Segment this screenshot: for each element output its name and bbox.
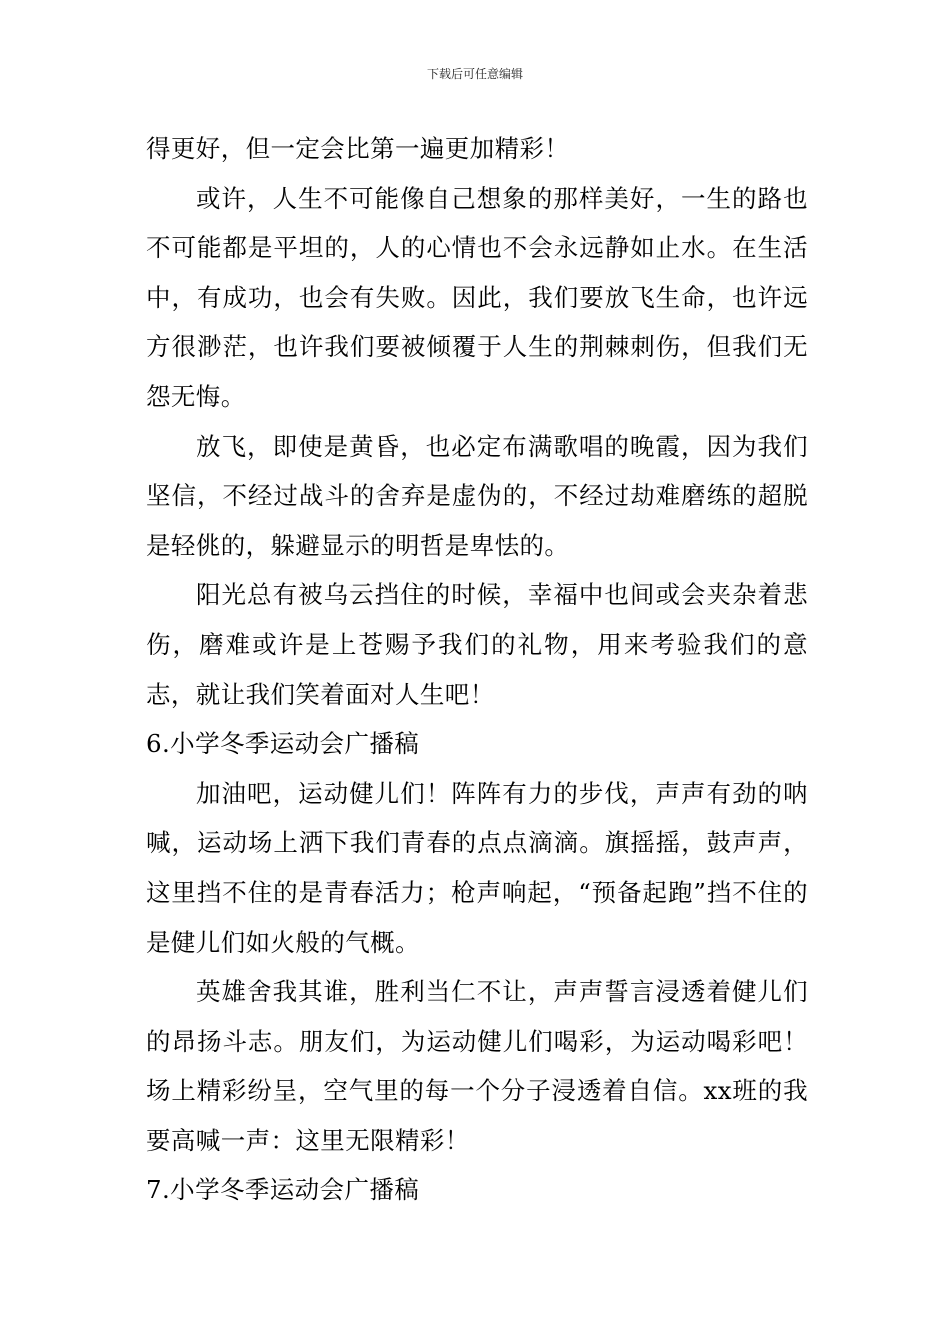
section-heading-6: 6.小学冬季运动会广播稿 <box>146 729 420 759</box>
paragraph-life: 或许，人生不可能像自己想象的那样美好，一生的路也不可能都是平坦的，人的心情也不会永远静如止水。在生活中，有成功，也会有失败。因此，我们要放飞生命，也许远方很渺茫，也许我们要被倾覆于人生的荆棘刺伤，但我们无怨无悔。 <box>146 183 808 411</box>
paragraph-sunshine: 阳光总有被乌云挡住的时候，幸福中也间或会夹杂着悲伤，磨难或许是上苍赐予我们的礼物，用来考验我们的意志，就让我们笑着面对人生吧！ <box>146 580 808 709</box>
page-header: 下载后可任意编辑 <box>426 67 523 81</box>
paragraph-heroes: 英雄舍我其谁，胜利当仁不让，声声誓言浸透着健儿们的昂扬斗志。朋友们，为运动健儿们喝彩，为运动喝彩吧！场上精彩纷呈，空气里的每一个分子浸透着自信。xx班的我要高喊一声：这里无限精彩！ <box>146 977 808 1155</box>
paragraph-cheer: 加油吧，运动健儿们！阵阵有力的步伐，声声有劲的呐喊，运动场上洒下我们青春的点点滴滴。旗摇摇，鼓声声，这里挡不住的是青春活力；枪声响起，“预备起跑”挡不住的是健儿们如火般的气概。 <box>146 778 808 957</box>
document-body <box>146 124 808 1215</box>
section-heading-7: 7.小学冬季运动会广播稿 <box>146 1175 420 1205</box>
paragraph-fly: 放飞，即使是黄昏，也必定布满歌唱的晚霞，因为我们坚信，不经过战斗的舍弃是虚伪的，不经过劫难磨练的超脱是轻佻的，躲避显示的明哲是卑怯的。 <box>146 431 808 560</box>
paragraph-continued: 得更好，但一定会比第一遍更加精彩！ <box>146 134 570 163</box>
